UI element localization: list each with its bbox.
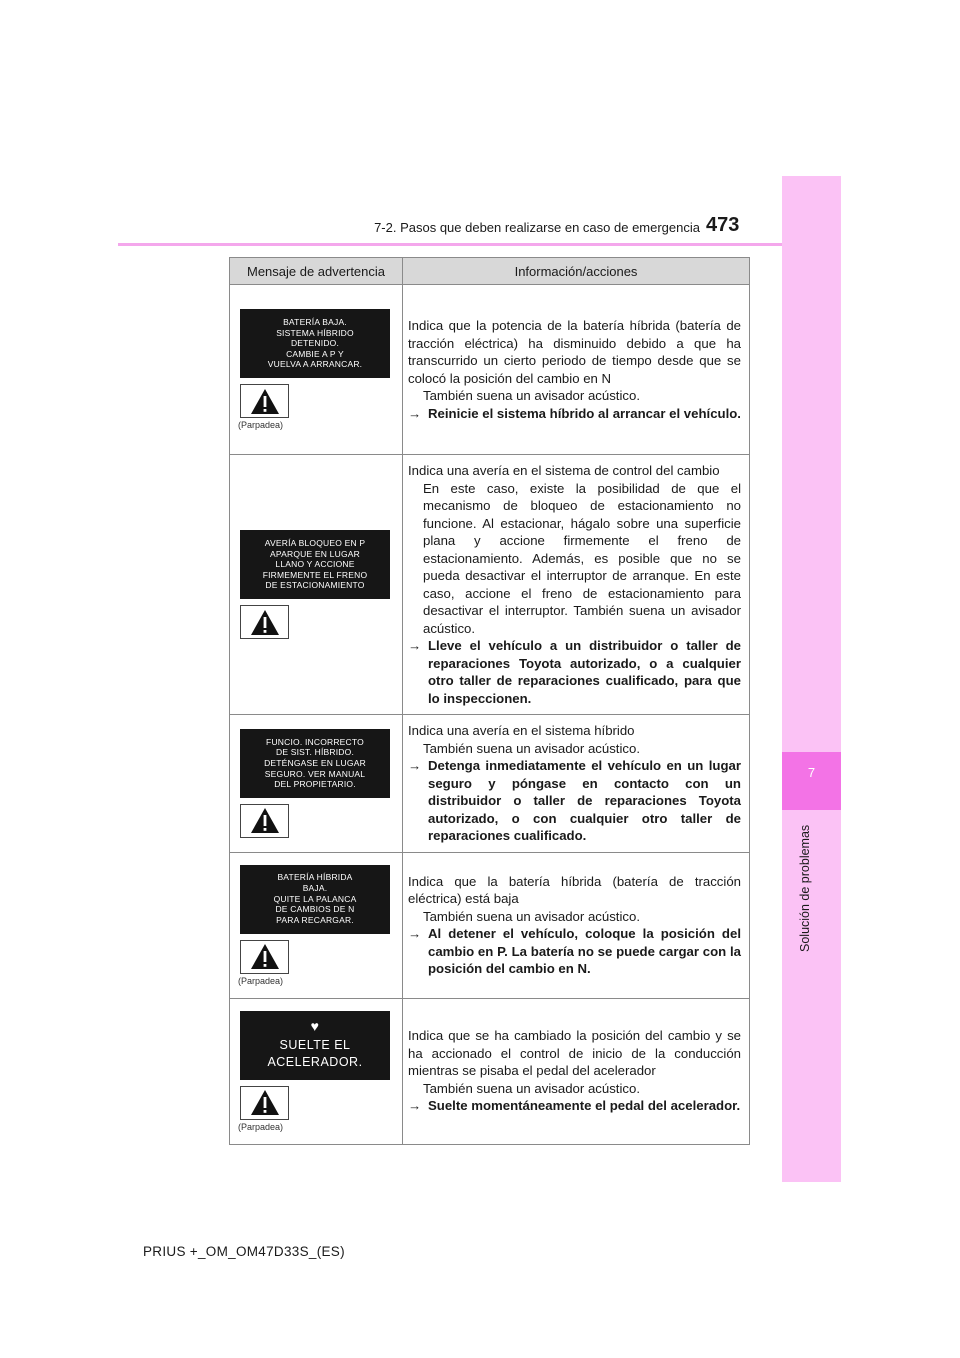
warning-triangle-icon <box>240 605 289 639</box>
table-row <box>230 998 750 1144</box>
message-cell <box>230 455 403 715</box>
section-title: 7-2. Pasos que deben realizarse en caso de emergencia <box>374 220 700 235</box>
arrow-icon: → <box>408 926 422 941</box>
info-cell: Indica una avería en el sistema de control del cambio En este caso, existe la posibilidad de que el mecanismo de bloqueo de estacionamiento no funcione. Al estacionar, hágalo sobre una superficie plana y accione firmemente el freno de estacionamiento. Además, es posible que no se pueda desactivar el interruptor de arranque. En este caso, accione el freno de estacionamiento para desactivar el interruptor. También suena un avisador acústico. → Lleve el vehículo a un distribuidor o taller de reparaciones Toyota autorizado, o a cualquier otro taller de reparaciones cualificado, para que lo inspeccionen. <box>403 455 750 715</box>
arrow-icon: → <box>408 758 422 773</box>
warning-triangle-icon <box>240 940 289 974</box>
blink-label: (Parpadea) <box>238 420 284 430</box>
message-cell <box>230 715 403 853</box>
chapter-number: 7 <box>807 765 816 780</box>
warning-message-table <box>229 257 750 1145</box>
warning-triangle-icon <box>240 1086 289 1120</box>
message-cell <box>230 998 403 1144</box>
arrow-icon: → <box>408 1098 422 1114</box>
display-screen: FUNCIO. INCORRECTO DE SIST. HÍBRIDO. DETÉNGASE EN LUGAR SEGURO. VER MANUAL DEL PROPIETARIO. <box>240 729 390 798</box>
display-screen: BATERÍA BAJA. SISTEMA HÍBRIDO DETENIDO. CAMBIE A P Y VUELVA A ARRANCAR. <box>240 309 390 378</box>
header-divider <box>118 243 782 246</box>
column-header-message: Mensaje de advertencia <box>230 258 403 285</box>
message-cell <box>230 852 403 998</box>
blink-label: (Parpadea) <box>238 1121 284 1132</box>
blink-label: (Parpadea) <box>238 975 284 986</box>
page-number: 473 <box>706 214 740 236</box>
table-row <box>230 285 750 455</box>
document-code: PRIUS +_OM_OM47D33S_(ES) <box>143 1244 345 1259</box>
info-cell: Indica que la batería híbrida (batería de tracción eléctrica) está baja También suena un avisador acústico. → Al detener el vehículo, coloque la posición del cambio en P. La batería no se puede cargar con la posición del cambio en N. <box>403 852 750 998</box>
chapter-tab-highlight <box>782 752 841 810</box>
action-text: → Al detener el vehículo, coloque la posición del cambio en P. La batería no se puede cargar con la posición del cambio en N. <box>408 926 741 976</box>
action-text: → Lleve el vehículo a un distribuidor o taller de reparaciones Toyota autorizado, o a cualquier otro taller de reparaciones cualificado, para que lo inspeccionen. <box>408 638 741 706</box>
info-cell: Indica que se ha cambiado la posición del cambio y se ha accionado el control de inicio de la conducción mientras se pisaba el pedal del acelerador También suena un avisador acústico. → Suelte momentáneamente el pedal del acelerador. <box>403 998 750 1144</box>
action-text: → Suelte momentáneamente el pedal del acelerador. <box>408 1098 741 1114</box>
arrow-icon: → <box>408 405 422 421</box>
info-cell: Indica una avería en el sistema híbrido También suena un avisador acústico. → Detenga inmediatamente el vehículo en un lugar seguro y póngase en contacto con un distribuidor o taller de reparaciones Toyota autorizado, o con cualquier otro taller de reparaciones cualificado. <box>403 715 750 853</box>
display-screen: ♥ SUELTE EL ACELERADOR. <box>240 1011 390 1080</box>
foot-pedal-icon: ♥ <box>310 1018 320 1035</box>
action-text: → Detenga inmediatamente el vehículo en un lugar seguro y póngase en contacto con un distribuidor o taller de reparaciones Toyota autorizado, o con cualquier otro taller de reparaciones cualificado. <box>408 758 741 843</box>
warning-triangle-icon <box>240 384 289 418</box>
table-row <box>230 455 750 715</box>
action-text: → Reinicie el sistema híbrido al arrancar el vehículo. <box>408 405 741 421</box>
display-screen: BATERÍA HÍBRIDA BAJA. QUITE LA PALANCA DE CAMBIOS DE N PARA RECARGAR. <box>240 865 390 934</box>
table-row <box>230 715 750 853</box>
arrow-icon: → <box>408 638 422 653</box>
table-row <box>230 852 750 998</box>
column-header-info: Información/acciones <box>403 258 750 285</box>
chapter-side-tab <box>782 176 841 1182</box>
warning-triangle-icon <box>240 804 289 838</box>
info-cell: Indica que la potencia de la batería híbrida (batería de tracción eléctrica) ha disminuido debido a que ha transcurrido un cierto periodo de tiempo desde que se colocó la posición del cambio en N También suena un avisador acústico. → Reinicie el sistema híbrido al arrancar el vehículo. <box>403 285 750 455</box>
display-screen: AVERÍA BLOQUEO EN P APARQUE EN LUGAR LLANO Y ACCIONE FIRMEMENTE EL FRENO DE ESTACIONAMIENTO <box>240 530 390 599</box>
chapter-title: Solución de problemas <box>798 824 812 952</box>
table-header-row <box>230 258 750 285</box>
message-cell <box>230 285 403 455</box>
